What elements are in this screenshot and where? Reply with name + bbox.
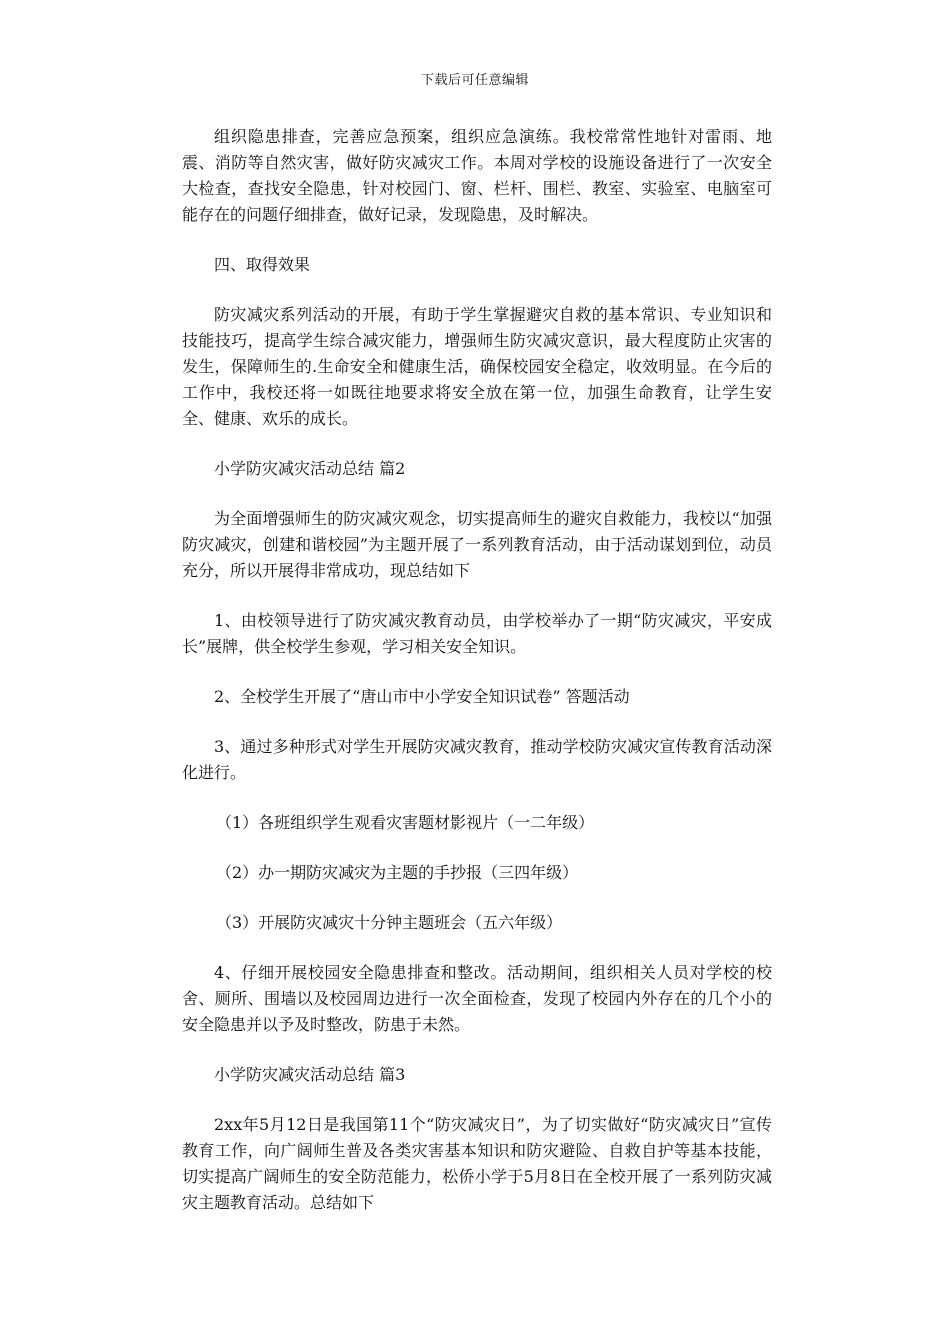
list-item-3: 3、通过多种形式对学生开展防灾减灾教育，推动学校防灾减灾宣传教育活动深化进行。	[182, 737, 772, 782]
section-heading-results: 四、取得效果	[214, 255, 311, 274]
list-item-4: 4、仔细开展校园安全隐患排查和整改。活动期间，组织相关人员对学校的校舍、厕所、围墙以及校园周边进行一次全面检查，发现了校园内外存在的几个小的安全隐患并以予及时整改，防患于未然。	[182, 963, 772, 1034]
paragraph-intro-2: 为全面增强师生的防灾减灾观念，切实提高师生的避灾自救能力，我校以“加强防灾减灾，创建和谐校园”为主题开展了一系列教育活动，由于活动谋划到位，动员充分，所以开展得非常成功，现总结如下	[182, 509, 772, 580]
paragraph-intro-3: 2xx年5月12日是我国第11个“防灾减灾日”，为了切实做好“防灾减灾日”宣传教育工作，向广阔师生普及各类灾害基本知识和防灾避险、自救自护等基本技能，切实提高广阔师生的安全防范能力，松侨小学于5月8日在全校开展了一系列防灾减灾主题教育活动。总结如下	[182, 1115, 772, 1212]
article-title-2: 小学防灾减灾活动总结 篇2	[214, 459, 406, 478]
document-body	[182, 124, 772, 1240]
article-title-3: 小学防灾减灾活动总结 篇3	[214, 1065, 406, 1084]
list-item-2: 2、全校学生开展了“唐山市中小学安全知识试卷” 答题活动	[214, 687, 630, 706]
paragraph-hazard-inspection: 组织隐患排查，完善应急预案，组织应急演练。我校常常性地针对雷雨、地震、消防等自然灾害，做好防灾减灾工作。本周对学校的设施设备进行了一次安全大检查，查找安全隐患，针对校园门、窗、栏杆、围栏、教室、实验室、电脑室可能存在的问题仔细排查，做好记录，发现隐患，及时解决。	[182, 127, 772, 224]
page-header: 下载后可任意编辑	[420, 73, 529, 88]
sub-item-1: （1）各班组织学生观看灾害题材影视片（一二年级）	[216, 813, 595, 832]
list-item-1: 1、由校领导进行了防灾减灾教育动员，由学校举办了一期“防灾减灾，平安成长”展牌，供全校学生参观，学习相关安全知识。	[182, 611, 772, 656]
sub-item-2: （2）办一期防灾减灾为主题的手抄报（三四年级）	[216, 863, 579, 882]
sub-item-3: （3）开展防灾减灾十分钟主题班会（五六年级）	[216, 913, 563, 932]
paragraph-results: 防灾减灾系列活动的开展，有助于学生掌握避灾自救的基本常识、专业知识和技能技巧，提高学生综合减灾能力，增强师生防灾减灾意识，最大程度防止灾害的发生，保障师生的.生命安全和健康生活，确保校园安全稳定，收效明显。在今后的工作中，我校还将一如既往地要求将安全放在第一位，加强生命教育，让学生安全、健康、欢乐的成长。	[182, 305, 772, 428]
